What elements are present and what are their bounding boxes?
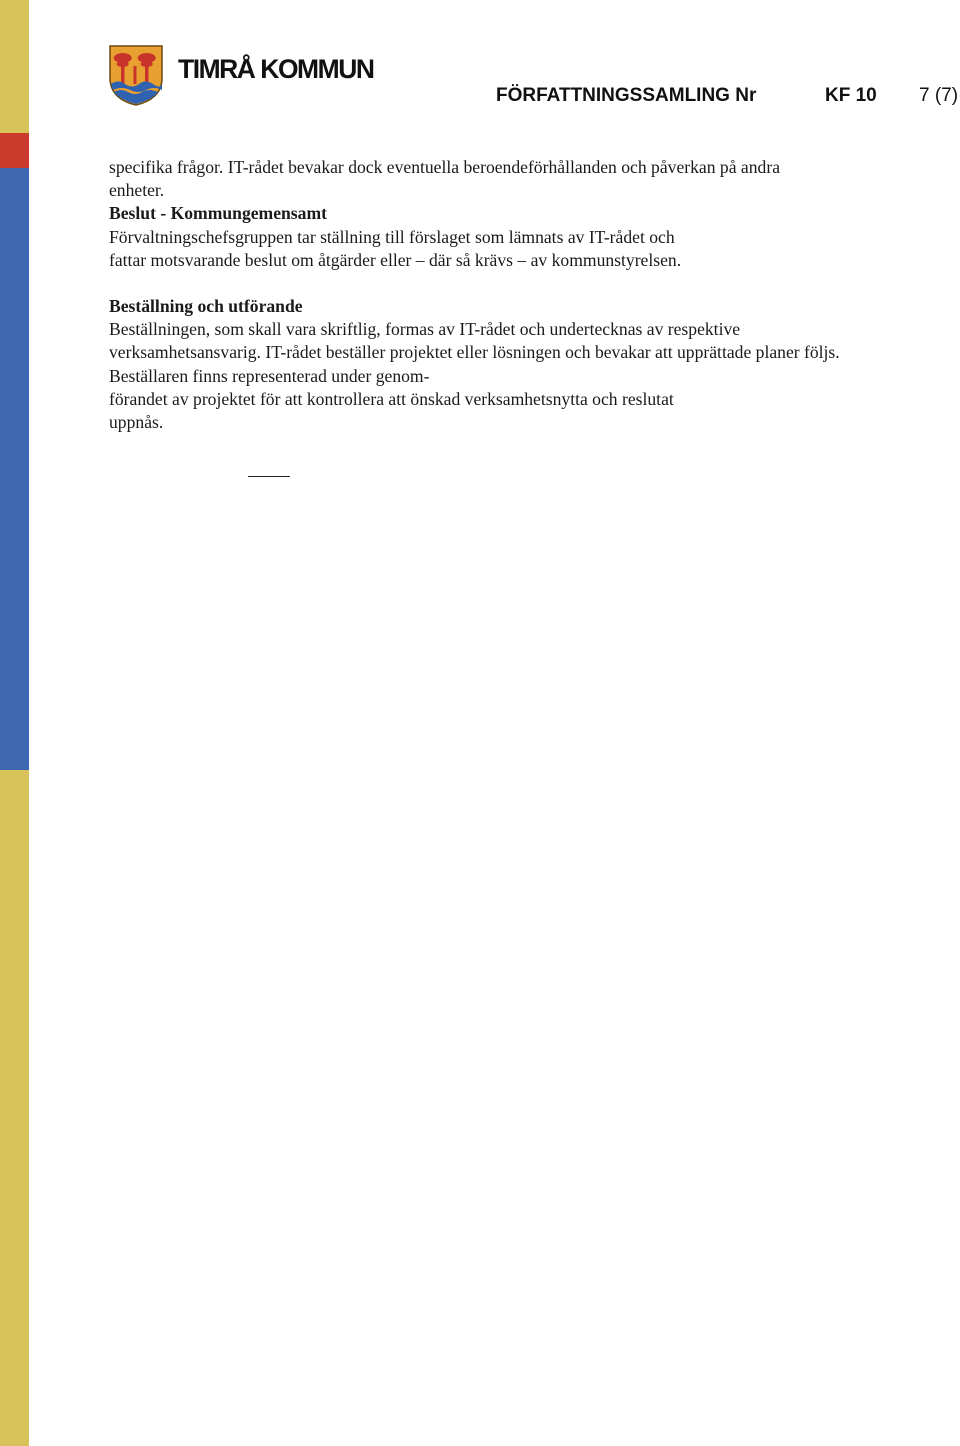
paragraph-line: Beställningen, som skall vara skriftlig, formas av IT-rådet och undertecknas av respektive (109, 319, 741, 340)
paragraph-line: förandet av projektet för att kontrollera att önskad verksamhetsnytta och reslutat (109, 388, 674, 409)
side-band-gold-bottom (0, 770, 29, 1446)
document-body (109, 156, 949, 434)
paragraph-line: enheter. (109, 180, 165, 201)
timra-coat-of-arms-icon (108, 44, 164, 106)
end-rule (248, 476, 290, 477)
paragraph-line: Förvaltningschefsgruppen tar ställning till förslaget som lämnats av IT-rådet och (109, 226, 675, 247)
collection-label: FÖRFATTNINGSSAMLING Nr (496, 85, 757, 106)
paragraph-line: uppnås. (109, 412, 164, 433)
document-number: KF 10 (825, 85, 877, 106)
paragraph-line: specifika frågor. IT-rådet bevakar dock eventuella beroendeförhållanden och påverkan på andra (109, 157, 781, 177)
paragraph-line: Beställaren finns representerad under genom- (109, 365, 430, 386)
side-band-red (0, 133, 29, 168)
page-indicator: 7 (7) (919, 85, 959, 106)
paragraph-line: verksamhetsansvarig. IT-rådet beställer projektet eller lösningen och bevakar att upprättade planer följs. (109, 342, 840, 363)
section-heading-bestallning: Beställning och utförande (109, 296, 303, 317)
side-band-blue (0, 168, 29, 770)
section-heading-beslut: Beslut - Kommungemensamt (109, 203, 327, 224)
paragraph-line: fattar motsvarande beslut om åtgärder eller – där så krävs – av kommunstyrelsen. (109, 249, 682, 270)
organization-name: TIMRÅ KOMMUN (178, 54, 374, 84)
side-band-gold-top (0, 0, 29, 133)
